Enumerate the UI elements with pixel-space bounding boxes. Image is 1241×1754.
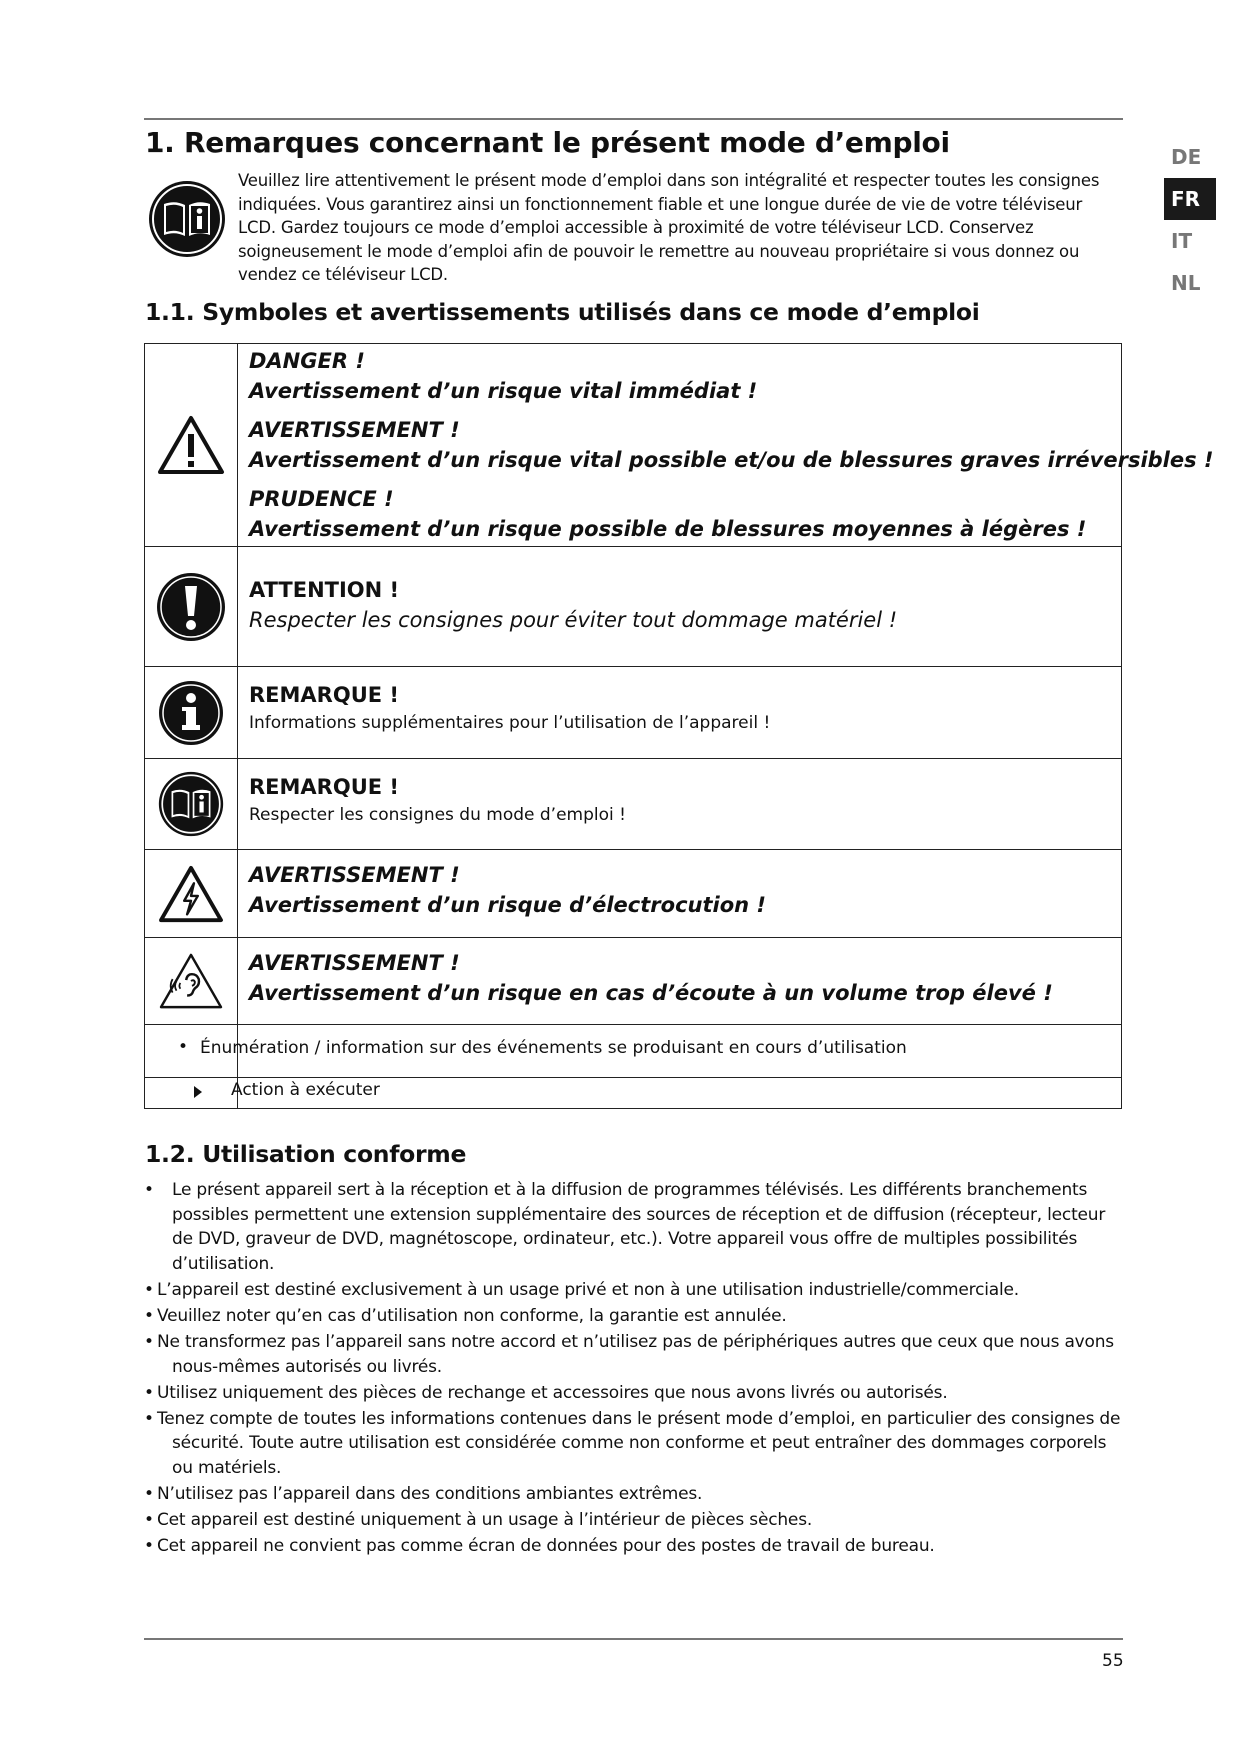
volume-desc: Avertissement d’un risque en cas d’écoute à un volume trop élevé ! — [249, 981, 1053, 1005]
manual-info-icon — [148, 180, 226, 258]
lang-tab-de[interactable]: DE — [1171, 145, 1202, 169]
info-icon — [145, 667, 238, 758]
list-item: • Veuillez noter qu’en cas d’utilisation non conforme, la garantie est annulée. — [140, 1304, 1130, 1329]
prudence-title: PRUDENCE ! — [249, 487, 394, 511]
volume-title: AVERTISSEMENT ! — [249, 951, 460, 975]
symbol-row-warnings — [145, 344, 1214, 547]
enumeration-label: Énumération / information sur des événements se produisant en cours d’utilisation — [200, 1038, 907, 1058]
symbol-row-remarque-manual — [145, 759, 1121, 850]
electrocution-title: AVERTISSEMENT ! — [249, 863, 460, 887]
section-1-intro: Veuillez lire attentivement le présent mode d’emploi dans son intégralité et respecter toutes les consignes indiquées. Vous garantirez ainsi un fonctionnement fiable et une longue durée de vie de votre téléviseur LCD. Gardez toujours ce mode d’emploi accessible à proximité de votre téléviseur LCD. Conservez soigneusement le mode d’emploi afin de pouvoir le remettre au nouveau propriétaire si vous donnez ou vendez ce téléviseur LCD. — [238, 171, 1100, 285]
manual-book-icon — [145, 759, 238, 849]
remarque-info-title: REMARQUE ! — [249, 683, 399, 707]
avertissement-desc: Avertissement d’un risque vital possible et/ou de blessures graves irréversibles ! — [249, 448, 1214, 472]
action-arrow-icon — [194, 1086, 202, 1098]
list-item-continuation: sécurité. Toute autre utilisation est considérée comme non conforme et peut entraîner des dommages corporels ou matériels. — [172, 1433, 1107, 1479]
list-item — [140, 1407, 1130, 1481]
warning-triangle-icon — [145, 344, 238, 546]
lang-tab-nl[interactable]: NL — [1171, 271, 1201, 295]
remarque-manual-title: REMARQUE ! — [249, 775, 399, 799]
danger-title: DANGER ! — [249, 349, 365, 373]
enumeration-bullet: • — [178, 1037, 189, 1057]
hearing-warning-icon — [145, 938, 238, 1024]
remarque-manual-desc: Respecter les consignes du mode d’emploi ! — [249, 805, 626, 825]
list-item: • N’utilisez pas l’appareil dans des conditions ambiantes extrêmes. — [140, 1482, 1130, 1507]
danger-desc: Avertissement d’un risque vital immédiat ! — [249, 379, 758, 403]
lang-tab-it[interactable]: IT — [1171, 229, 1193, 253]
list-item — [140, 1330, 1130, 1379]
list-item: • Cet appareil ne convient pas comme écran de données pour des postes de travail de bureau. — [140, 1534, 1130, 1559]
remarque-info-desc: Informations supplémentaires pour l’utilisation de l’appareil ! — [249, 713, 771, 733]
symbol-row-enumeration — [145, 1025, 1121, 1078]
section-1-title: 1. Remarques concernant le présent mode d’emploi — [145, 126, 950, 159]
symbols-table — [144, 343, 1214, 1109]
symbol-row-volume — [145, 938, 1121, 1025]
avertissement-title: AVERTISSEMENT ! — [249, 418, 460, 442]
action-label: Action à exécuter — [231, 1080, 380, 1100]
symbol-row-action — [145, 1078, 1121, 1108]
attention-desc: Respecter les consignes pour éviter tout dommage matériel ! — [249, 608, 898, 632]
section-1-1-title: 1.1. Symboles et avertissements utilisés dans ce mode d’emploi — [145, 298, 980, 326]
list-item: • Utilisez uniquement des pièces de rechange et accessoires que nous avons livrés ou autorisés. — [140, 1381, 1130, 1406]
list-item-text: Ne transformez pas l’appareil sans notre accord et n’utilisez pas de périphériques autres que ceux que nous avons — [157, 1332, 1114, 1353]
conformity-list — [140, 1178, 1130, 1560]
attention-title: ATTENTION ! — [249, 578, 400, 602]
language-tabs — [1164, 136, 1216, 304]
page-number: 55 — [1102, 1651, 1124, 1671]
exclamation-icon — [145, 547, 238, 666]
electrocution-desc: Avertissement d’un risque d’électrocution ! — [249, 893, 766, 917]
symbol-row-attention — [145, 547, 1121, 667]
lightning-warning-icon — [145, 850, 238, 937]
list-item: • L’appareil est destiné exclusivement à un usage privé et non à une utilisation industrielle/commerciale. — [140, 1278, 1130, 1303]
list-item: • Le présent appareil sert à la réception et à la diffusion de programmes télévisés. Les différents branchements possibles permettent une extension supplémentaire des sources de réception et de diffusion (récepteur, lecteur de DVD, graveur de DVD, magnétoscope, ordinateur, etc.). Votre appareil vous offre de multiples possibilités d’utilisation. — [140, 1178, 1130, 1276]
prudence-desc: Avertissement d’un risque possible de blessures moyennes à légères ! — [249, 517, 1087, 541]
bottom-rule — [144, 1638, 1123, 1640]
lang-tab-fr[interactable]: FR — [1164, 178, 1216, 220]
symbol-row-remarque-info — [145, 667, 1121, 759]
section-1-2-title: 1.2. Utilisation conforme — [145, 1140, 467, 1168]
list-item-continuation: nous-mêmes autorisés ou livrés. — [172, 1356, 443, 1377]
top-rule — [144, 118, 1123, 120]
symbol-row-electrocution — [145, 850, 1121, 938]
list-item: • Cet appareil est destiné uniquement à un usage à l’intérieur de pièces sèches. — [140, 1508, 1130, 1533]
list-item-text: Tenez compte de toutes les informations contenues dans le présent mode d’emploi, en particulier des consignes de — [157, 1408, 1121, 1429]
